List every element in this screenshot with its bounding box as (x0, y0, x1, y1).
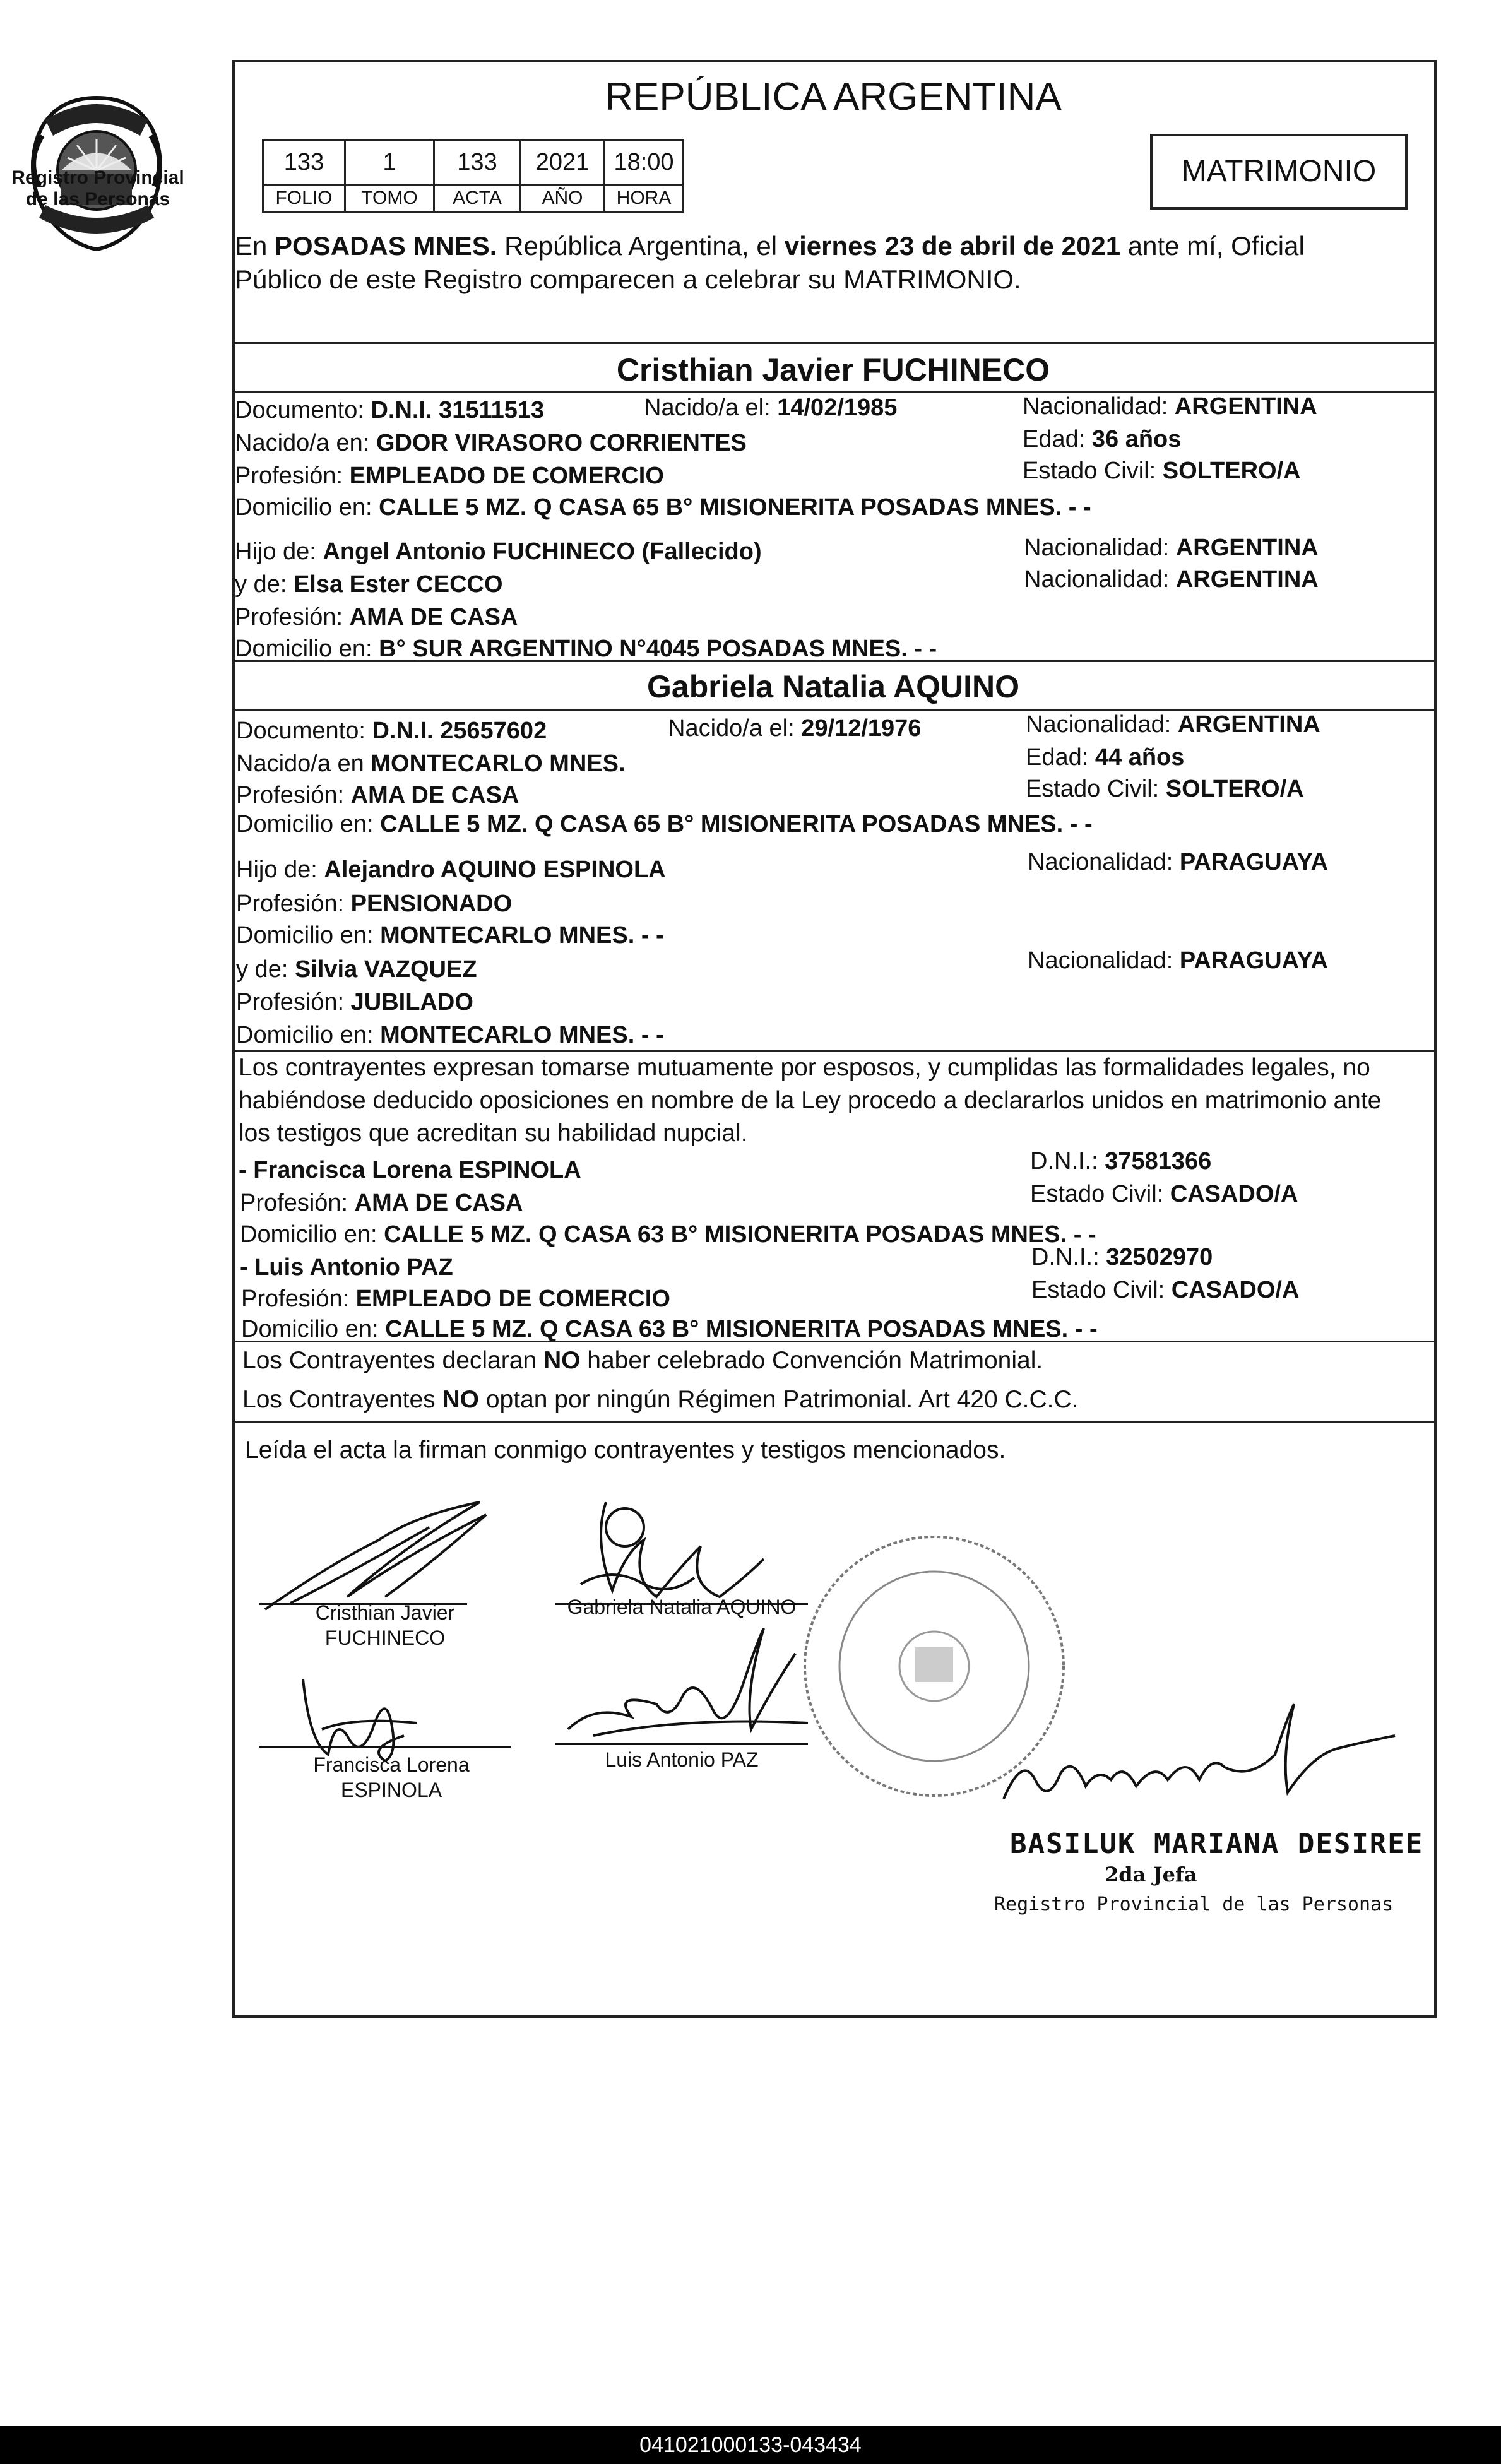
sig1-line1: Cristhian Javier (315, 1601, 455, 1624)
spouse1-mother: y de: Elsa Ester CECCO (235, 571, 503, 598)
section-divider (232, 660, 1434, 662)
witness2-address: Domicilio en: CALLE 5 MZ. Q CASA 63 B° MISIONERITA POSADAS MNES. - - (241, 1316, 1098, 1342)
spouse2-birthdate: Nacido/a el: 29/12/1976 (668, 715, 922, 742)
witness1-profession: Profesión: AMA DE CASA (240, 1190, 523, 1216)
spouse2-profession: Profesión: AMA DE CASA (236, 782, 519, 808)
witness2-profession: Profesión: EMPLEADO DE COMERCIO (241, 1286, 670, 1312)
acta-label: ACTA (434, 185, 521, 212)
record-meta-table (262, 139, 684, 213)
section-divider (232, 342, 1434, 344)
tomo-value: 1 (345, 140, 434, 185)
spouse2-mother-address: Domicilio en: MONTECARLO MNES. - - (236, 1022, 664, 1048)
witness2-dni: D.N.I.: 32502970 (1031, 1244, 1213, 1270)
spouse1-mother-nationality: Nacionalidad: ARGENTINA (1024, 566, 1319, 593)
witness1-dni: D.N.I.: 37581366 (1030, 1148, 1212, 1175)
spouse1-birthdate: Nacido/a el: 14/02/1985 (644, 394, 898, 421)
spouse2-civil-status: Estado Civil: SOLTERO/A (1026, 776, 1304, 802)
spouse1-father-nationality: Nacionalidad: ARGENTINA (1024, 535, 1319, 561)
intro-line2: Público de este Registro comparecen a celebrar su MATRIMONIO. (235, 264, 1021, 294)
section-divider (232, 1421, 1434, 1423)
logo-caption (0, 167, 196, 210)
sig3-line2: ESPINOLA (340, 1779, 442, 1801)
spouse1-age: Edad: 36 años (1023, 426, 1182, 453)
signature-caption-cristhian (278, 1600, 492, 1650)
officer-office: Registro Provincial de las Personas (994, 1893, 1394, 1916)
spouse2-age: Edad: 44 años (1026, 744, 1185, 771)
spouse1-name: Cristhian Javier FUCHINECO (616, 352, 1050, 388)
spouse2-father-address: Domicilio en: MONTECARLO MNES. - - (236, 922, 664, 949)
acta-value: 133 (434, 140, 521, 185)
spouse2-document: Documento: D.N.I. 25657602 (236, 718, 547, 744)
logo-caption-line1: Registro Provincial (11, 167, 184, 188)
spouse1-parent-address: Domicilio en: B° SUR ARGENTINO N°4045 POSADAS MNES. - - (235, 636, 937, 662)
folio-value: 133 (263, 140, 345, 185)
section-divider (232, 1050, 1434, 1052)
declaration-line3: los testigos que acreditan su habilidad nupcial. (239, 1120, 748, 1147)
spouse2-nationality: Nacionalidad: ARGENTINA (1026, 711, 1320, 738)
signature-line (555, 1743, 808, 1745)
intro-line1: En POSADAS MNES. República Argentina, el viernes 23 de abril de 2021 ante mí, Oficial (235, 231, 1305, 261)
year-value: 2021 (521, 140, 605, 185)
convention-line1: Los Contrayentes declaran NO haber celebrado Convención Matrimonial. (242, 1347, 1043, 1374)
spouse2-father-profession: Profesión: PENSIONADO (236, 891, 513, 917)
spouse1-parent-profession: Profesión: AMA DE CASA (235, 604, 518, 631)
spouse1-document: Documento: D.N.I. 31511513 (235, 397, 545, 424)
spouse1-nationality: Nacionalidad: ARGENTINA (1023, 393, 1317, 420)
signature-line (259, 1746, 511, 1748)
officer-role: 2da Jefa (1105, 1863, 1197, 1886)
signature-caption-gabriela: Gabriela Natalia AQUINO (567, 1596, 797, 1618)
officer-name: BASILUK MARIANA DESIREE (1010, 1828, 1424, 1860)
signature-luis (555, 1616, 821, 1755)
spouse2-father: Hijo de: Alejandro AQUINO ESPINOLA (236, 856, 666, 883)
act-type-box: MATRIMONIO (1150, 134, 1408, 210)
spouse1-civil-status: Estado Civil: SOLTERO/A (1023, 458, 1301, 484)
spouse1-address: Domicilio en: CALLE 5 MZ. Q CASA 65 B° MISIONERITA POSADAS MNES. - - (235, 494, 1091, 521)
declaration-line1: Los contrayentes expresan tomarse mutuamente por esposos, y cumplidas las formalidades legales, no (239, 1054, 1370, 1081)
spouse1-profession: Profesión: EMPLEADO DE COMERCIO (235, 463, 664, 489)
spouse1-father: Hijo de: Angel Antonio FUCHINECO (Fallecido) (235, 538, 762, 565)
spouse2-address: Domicilio en: CALLE 5 MZ. Q CASA 65 B° MISIONERITA POSADAS MNES. - - (236, 811, 1093, 838)
spouse2-mother-profession: Profesión: JUBILADO (236, 989, 473, 1016)
spouse2-father-nationality: Nacionalidad: PARAGUAYA (1028, 849, 1328, 875)
tomo-label: TOMO (345, 185, 434, 212)
folio-label: FOLIO (263, 185, 345, 212)
witness2-name: - Luis Antonio PAZ (240, 1254, 453, 1281)
sig1-line2: FUCHINECO (324, 1626, 446, 1649)
country-title: REPÚBLICA ARGENTINA (605, 75, 1062, 119)
sig3-line1: Francisca Lorena (313, 1753, 470, 1776)
hour-value: 18:00 (605, 140, 684, 185)
spouse2-mother-nationality: Nacionalidad: PARAGUAYA (1028, 947, 1328, 974)
signature-officer (985, 1691, 1414, 1843)
closing-statement: Leída el acta la firman conmigo contrayentes y testigos mencionados. (245, 1436, 1006, 1464)
witness2-civil-status: Estado Civil: CASADO/A (1031, 1277, 1300, 1303)
declaration-line2: habiéndose deducido oposiciones en nombre de la Ley procedo a declararlos unidos en matrimonio ante (239, 1087, 1382, 1114)
hour-label: HORA (605, 185, 684, 212)
spouse2-name: Gabriela Natalia AQUINO (647, 669, 1019, 704)
document-code-footer: 041021000133-043434 (0, 2426, 1501, 2464)
spouse1-birthplace: Nacido/a en: GDOR VIRASORO CORRIENTES (235, 430, 747, 456)
signature-caption-luis: Luis Antonio PAZ (605, 1748, 759, 1771)
witness1-address: Domicilio en: CALLE 5 MZ. Q CASA 63 B° MISIONERITA POSADAS MNES. - - (240, 1221, 1096, 1248)
spouse2-birthplace: Nacido/a en MONTECARLO MNES. (236, 750, 626, 777)
spouse2-mother: y de: Silvia VAZQUEZ (236, 956, 477, 983)
signature-caption-francisca (297, 1752, 486, 1803)
witness1-civil-status: Estado Civil: CASADO/A (1030, 1181, 1298, 1207)
convention-line2: Los Contrayentes NO optan por ningún Régimen Patrimonial. Art 420 C.C.C. (242, 1386, 1079, 1413)
section-divider (232, 1341, 1434, 1342)
witness1-name: - Francisca Lorena ESPINOLA (239, 1157, 581, 1183)
year-label: AÑO (521, 185, 605, 212)
logo-caption-line2: de las Personas (25, 189, 170, 210)
